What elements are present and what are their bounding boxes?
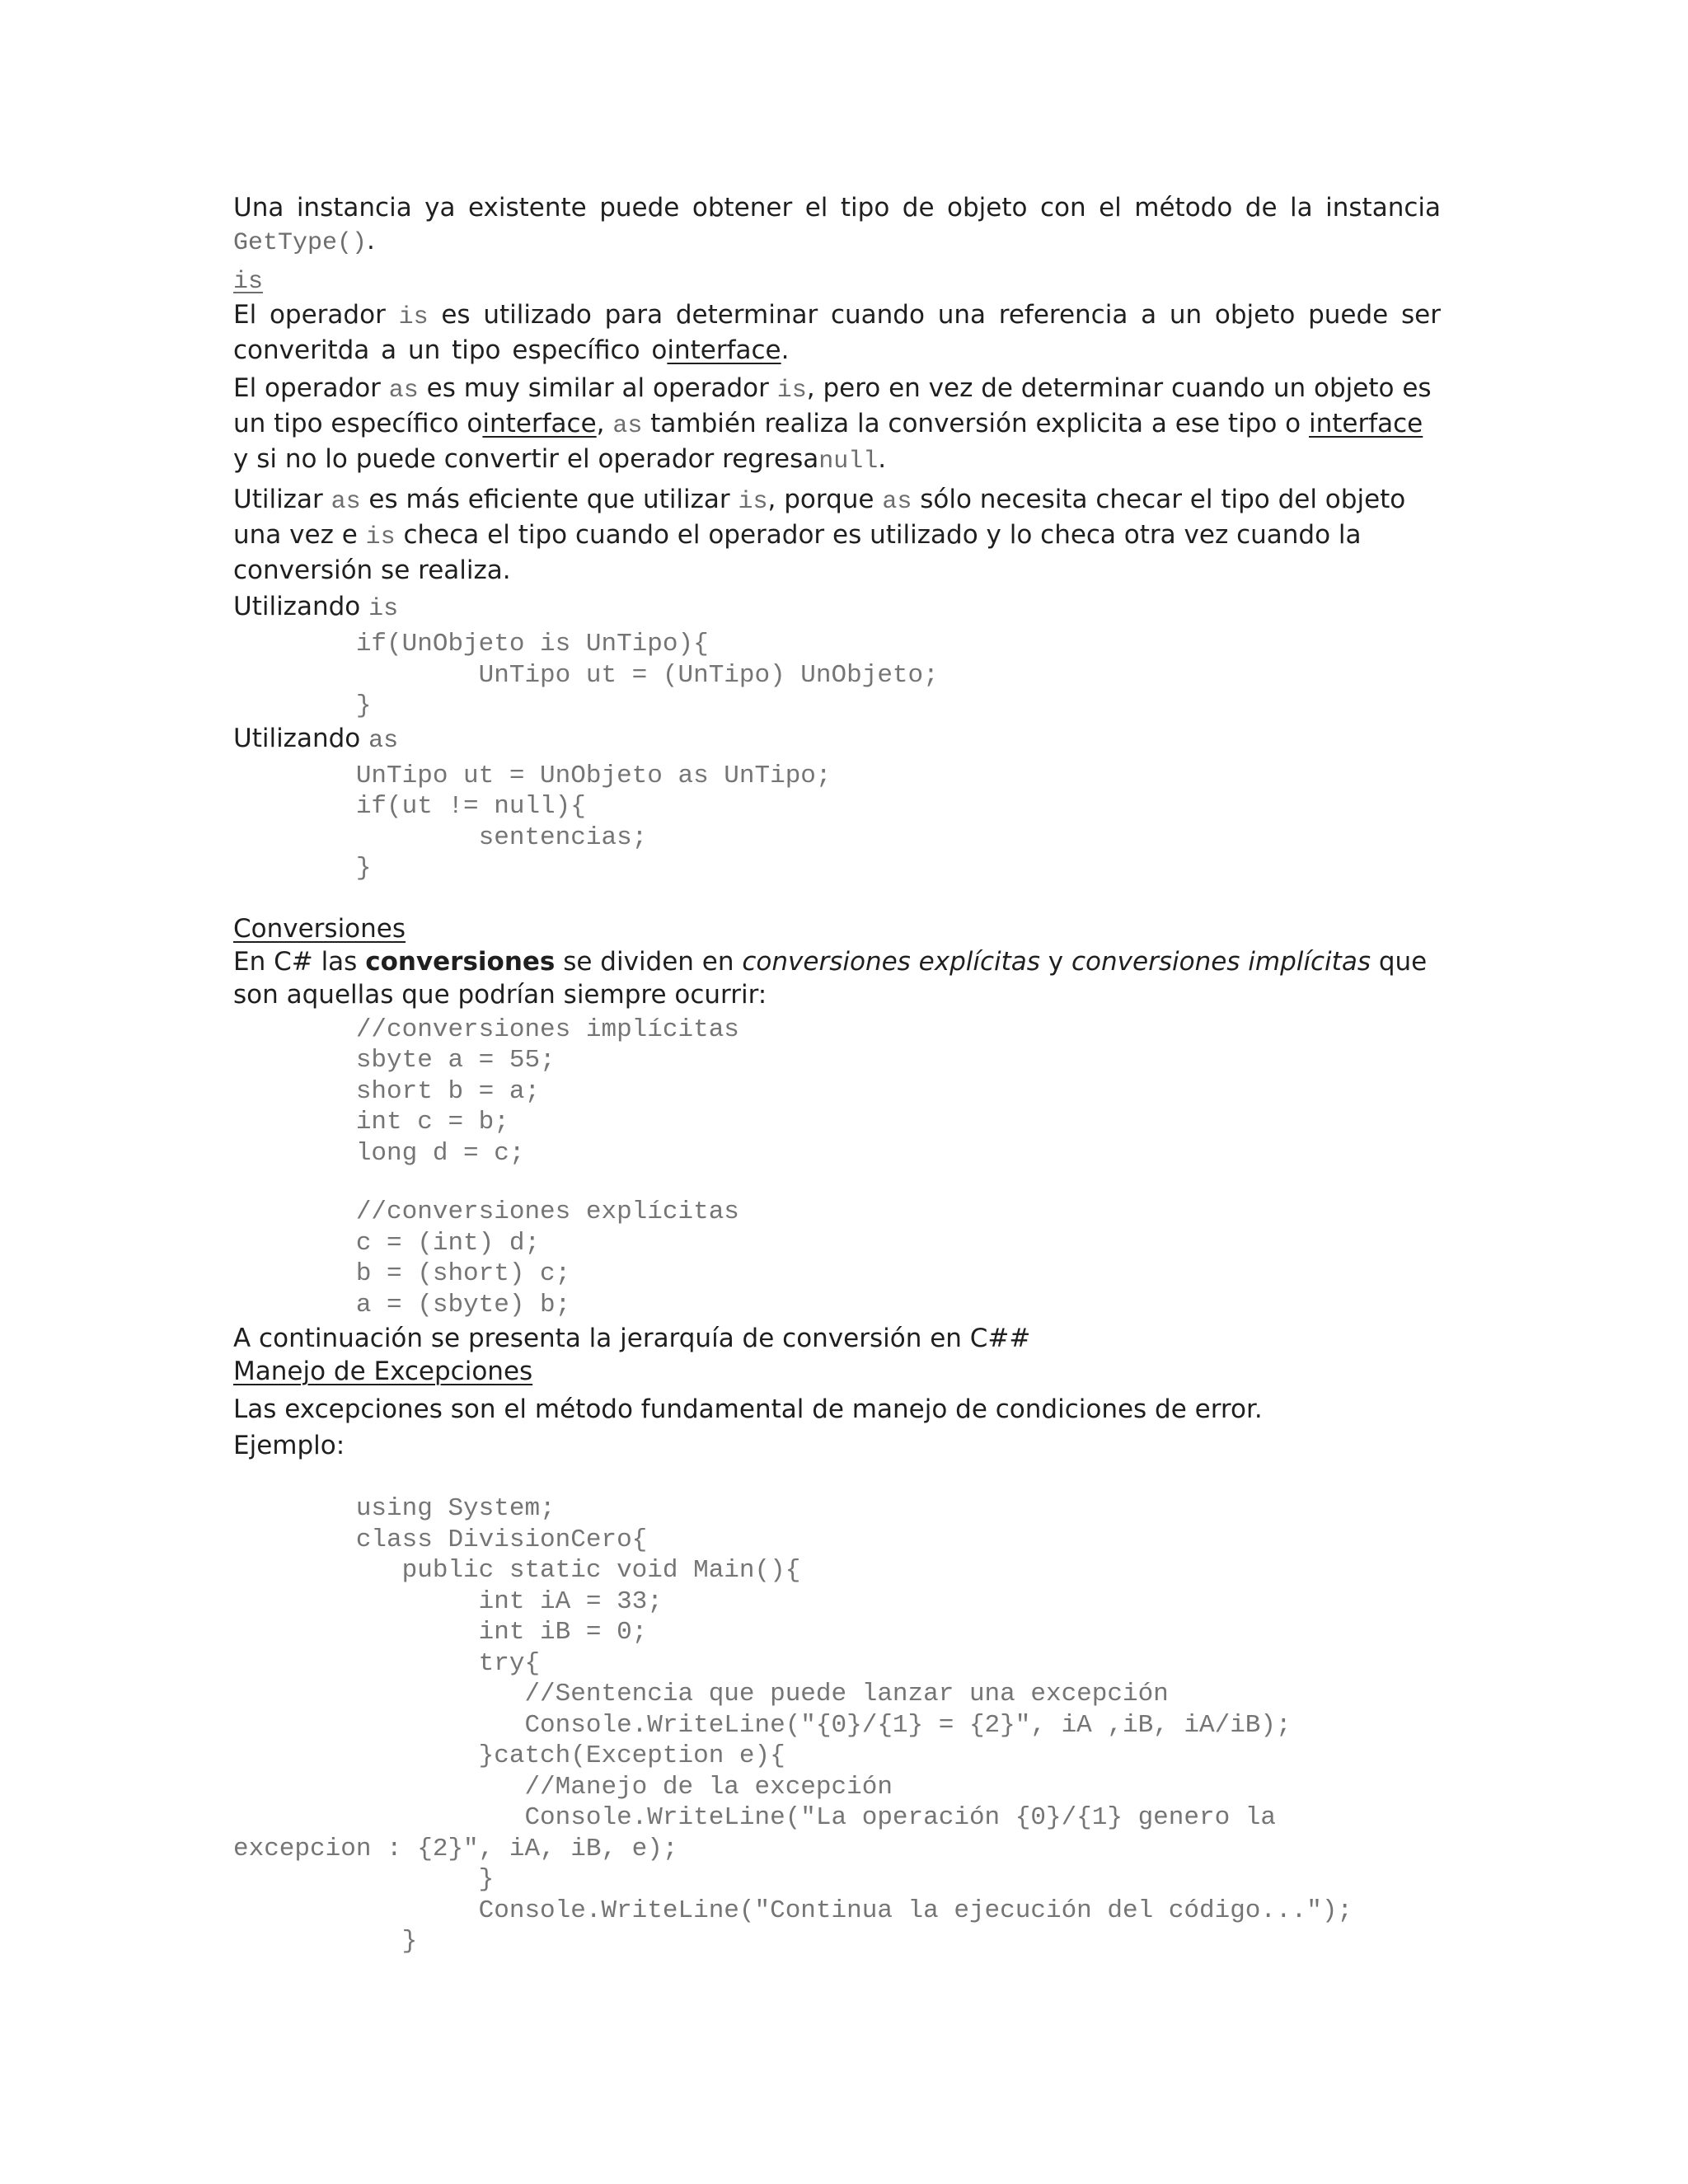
italic-text: conversiones explícitas xyxy=(742,946,1040,977)
using-is-label xyxy=(233,590,1441,626)
is-paragraph-1 xyxy=(233,298,1441,367)
text: Utilizando xyxy=(233,592,369,621)
interface-link[interactable]: interface xyxy=(482,409,597,438)
text: es más eficiente que utilizar xyxy=(360,485,738,514)
text: sólo necesita checar el tipo del objeto una vez e xyxy=(233,485,1406,550)
is-code: is xyxy=(398,303,429,331)
text: que son aquellas que podrían siempre ocurrir: xyxy=(233,946,1428,1010)
ejemplo-label: Ejemplo: xyxy=(233,1431,345,1460)
using-as-label xyxy=(233,722,1441,757)
interface-link[interactable]: interface xyxy=(667,335,781,365)
gettype-code: GetType() xyxy=(233,229,368,257)
is-heading-link[interactable]: is xyxy=(233,268,264,296)
is-paragraph-3 xyxy=(233,483,1441,587)
excepciones-heading xyxy=(233,1355,1441,1388)
as-code: as xyxy=(368,726,399,755)
code-block-is: if(UnObjeto is UnTipo){ UnTipo ut = (UnTipo) UnObjeto; } xyxy=(355,630,939,720)
is-code: is xyxy=(776,377,807,405)
text: El operador xyxy=(233,300,399,330)
excepciones-link[interactable]: Manejo de Excepciones xyxy=(233,1357,533,1386)
code-block-implicit: //conversiones implícitas sbyte a = 55; short b = a; int c = b; long d = c; xyxy=(355,1015,739,1168)
spacer xyxy=(233,884,1441,912)
text: . xyxy=(878,444,887,474)
code-block-excepciones: using System; class DivisionCero{ public static void Main(){ int iA = 33; int iB = 0; try{ //Sentencia que puede lanzar una excepción Console.WriteLine("{0}/{1} = {2}", iA ,iB, iA/iB); }catch(Exception e){ //Manejo de la excepción Console.WriteLine("La operación {0}/{1} genero la excepcion : {2}", iA, iB, e); } Console.WriteLine("Continua la ejecución del código..."); } xyxy=(233,1494,1353,1956)
excepciones-paragraph: Las excepciones son el método fundamental de manejo de condiciones de error. xyxy=(233,1394,1263,1424)
text: también realiza la conversión explicita a ese tipo o xyxy=(642,409,1309,438)
as-code: as xyxy=(882,488,912,516)
text: En C# las xyxy=(233,946,366,977)
is-heading xyxy=(233,263,1441,298)
text: es utilizado para determinar cuando una referencia a un objeto puede ser converitda a un tipo específico o xyxy=(233,300,1441,365)
text: Utilizar xyxy=(233,485,331,514)
text: , pero en vez de determinar cuando un objeto es un tipo específico o xyxy=(233,373,1432,438)
as-code: as xyxy=(331,488,361,516)
italic-text: conversiones implícitas xyxy=(1071,946,1371,977)
code-block-as: UnTipo ut = UnObjeto as UnTipo; if(ut != null){ sentencias; } xyxy=(355,761,832,883)
as-code: as xyxy=(612,412,643,440)
text: es muy similar al operador xyxy=(418,373,777,403)
null-code: null xyxy=(818,448,879,476)
text: Utilizando xyxy=(233,723,369,753)
conversiones-paragraph xyxy=(233,945,1441,1011)
conversiones-link[interactable]: Conversiones xyxy=(233,913,406,944)
conversiones-heading xyxy=(233,912,1441,945)
is-code: is xyxy=(365,523,396,551)
text: , xyxy=(596,409,613,438)
text: y xyxy=(1039,946,1072,977)
bold-text: conversiones xyxy=(365,946,556,977)
intro-end: . xyxy=(367,226,375,255)
intro-paragraph xyxy=(233,191,1441,260)
interface-link[interactable]: interface xyxy=(1309,409,1423,438)
is-code: is xyxy=(738,488,768,516)
jerarquia-text: A continuación se presenta la jerarquía de conversión en C## xyxy=(233,1324,1031,1353)
text: , porque xyxy=(767,485,883,514)
is-code: is xyxy=(368,595,399,623)
text: se dividen en xyxy=(555,946,743,977)
intro-text: Una instancia ya existente puede obtener el tipo de objeto con el método de la instancia xyxy=(233,193,1441,223)
spacer xyxy=(233,1462,1441,1485)
code-block-explicit: //conversiones explícitas c = (int) d; b = (short) c; a = (sbyte) b; xyxy=(355,1197,739,1319)
document-page xyxy=(233,191,1441,1957)
text: y si no lo puede convertir el operador regresa xyxy=(233,444,819,474)
text: checa el tipo cuando el operador es utilizado y lo checa otra vez cuando la conversión se realiza. xyxy=(233,520,1362,585)
spacer xyxy=(233,1169,1441,1197)
text: . xyxy=(781,335,790,365)
is-paragraph-2 xyxy=(233,372,1441,478)
text: El operador xyxy=(233,373,389,403)
as-code: as xyxy=(388,377,419,405)
